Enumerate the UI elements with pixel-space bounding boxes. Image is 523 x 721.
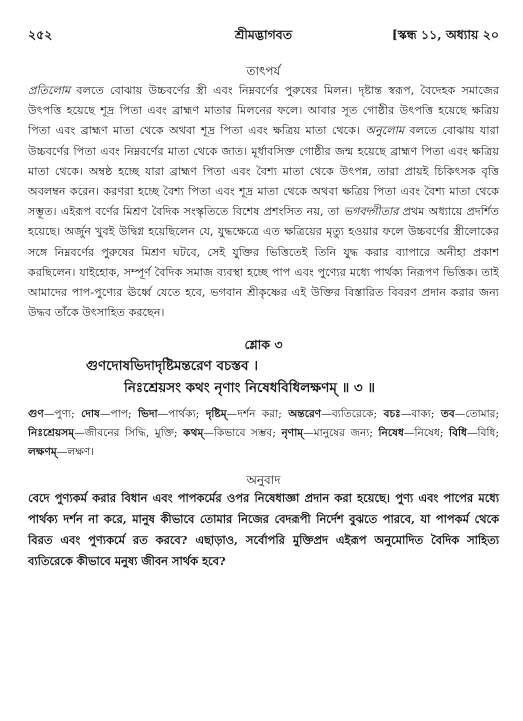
synonym-meaning: পাপ — [110, 408, 128, 421]
term-gita: ভগবদ্গীতার — [343, 205, 399, 219]
synonym-meaning: ব্যতিরেকে — [331, 408, 374, 421]
synonym-meaning: পুণ্য — [54, 408, 72, 421]
shloka-label: শ্লোক ৩ — [244, 337, 283, 353]
synonym-entry: নিষেধ—নিষেধ; — [378, 427, 450, 440]
term-anuloma: অনুলোম — [365, 124, 405, 138]
book-title: শ্রীমদ্ভাগবত — [234, 27, 293, 42]
synonym-entry: নৃণাম্—মানুষের জন্য; — [281, 427, 379, 440]
synonym-entry: নিঃশ্রেয়সম্—জীবনের সিদ্ধি, মুক্তি; — [28, 427, 184, 440]
synonym-meaning: বাক্য — [411, 408, 431, 421]
synonym-entry: দৃষ্টিম্—দর্শন করা; — [205, 408, 289, 421]
synonym-entry: বিধি—বিধি; — [449, 427, 500, 440]
synonym-word: নিঃশ্রেয়সম্ — [28, 427, 75, 440]
translation-paragraph: বেদে পুণ্যকর্ম করার বিধান এবং পাপকর্মের ওপর নিষেধাজ্ঞা প্রদান করা হয়েছে। পুণ্য এবং পাপের মধ্যে পার্থক্য দর্শন না করে, মানুষ কীভাবে তোমার নিজের বেদরূপী নির্দেশ বুঝতে পারবে, যা পাপকর্ম থেকে বিরত এবং পুণ্যকর্মে রত করবে? এছাড়াও, সর্বোপরি মুক্তিপ্রদ এইরূপ অনুমোদিত বৈদিক সাহিত্য ব্যতিরেকে কীভাবে মনুষ্য জীবন সার্থক হবে? — [28, 491, 499, 569]
purport-heading: তাৎপর্য — [246, 64, 281, 78]
synonym-meaning: মানুষের জন্য — [313, 427, 370, 440]
synonym-word: বিধি — [449, 427, 467, 440]
synonym-meaning: নিষেধ — [414, 427, 440, 440]
synonym-meaning: বিধি — [477, 427, 496, 440]
synonym-word: নিষেধ — [378, 427, 404, 440]
synonym-word: কথম্ — [183, 427, 204, 440]
page-header — [28, 27, 499, 49]
synonym-word: ভিদা — [138, 408, 158, 421]
verse-line-2: নিঃশ্রেয়সং কথং নৃণাং নিষেধবিধিলক্ষণম্ ॥ ৩ ॥ — [124, 380, 376, 397]
page-number: ২৫২ — [28, 27, 53, 42]
word-for-word-synonyms — [28, 405, 499, 462]
synonym-entry: অন্তরেণ—ব্যতিরেকে; — [288, 408, 384, 421]
synonym-meaning: দর্শন করা — [237, 408, 279, 421]
synonym-meaning: তোমার — [465, 408, 496, 421]
chapter-reference: [স্কন্ধ ১১, অধ্যায় ২০ — [391, 27, 499, 42]
synonym-entry: বচঃ—বাক্য; — [383, 408, 441, 421]
purport-part-1: বলতে বোঝায় উচ্চবর্ণের স্ত্রী এবং নিম্নবর্ণের পুরুষের মিলন। দৃষ্টান্ত স্বরূপ, বৈদেহক সমাজের উৎপত্তি হয়েছে শূদ্র পিতা এবং ব্রাহ্মণ মাতার মিলনের ফলে। আবার সূত গোষ্ঠীর উৎপত্তি হয়েছে ক্ষত্রিয় পিতা এবং ব্রাহ্মণ মাতা থেকে অথবা শূদ্র পিতা এবং ক্ষত্রিয় মাতা থেকে। — [28, 84, 499, 138]
synonym-entry: তব—তোমার; — [440, 408, 500, 421]
term-pratiloma: প্রতিলোম — [28, 84, 71, 97]
synonym-word: গুণ — [28, 408, 44, 421]
purport-part-2: বলতে বোঝায় যারা উচ্চবর্ণের পিতা এবং নিম্নবর্ণের মাতা থেকে জাত। মূর্ধাবসিক্ত গোষ্ঠীর জন্ম হয়েছে ব্রাহ্মণ পিতা এবং ক্ষত্রিয় মাতা থেকে। অম্বষ্ঠ হচ্ছে যারা ব্রাহ্মণ পিতা এবং বৈশ্য মাতা থেকে উৎপন্ন, তারা প্রায়ই চিকিৎসক বৃত্তি অবলম্বন করেন। করণরা হচ্ছে বৈশ্য পিতা এবং শূদ্র মাতা থেকে অথবা ক্ষত্রিয় পিতা এবং বৈশ্য মাতা থেকে সম্ভূত। এইরূপ বর্ণের মিশ্রণ বৈদিক সংস্কৃতিতে বিশেষ প্রশংসিত নয়, তা — [28, 124, 500, 219]
synonym-meaning: জীবনের সিদ্ধি, মুক্তি — [84, 427, 175, 440]
translation-text — [28, 488, 499, 572]
synonym-word: দৃষ্টিম্ — [205, 408, 227, 421]
synonym-entry: দোষ—পাপ; — [81, 408, 139, 421]
purport-text — [28, 81, 499, 323]
synonym-entry: লক্ষণম্—লক্ষণ। — [28, 446, 95, 459]
purport-part-3: প্রথম অধ্যায়ে প্রদর্শিত হয়েছে। অর্জুন খুবই উদ্বিগ্ন হয়েছিলেন যে, যুদ্ধক্ষেত্রে এত ক্ষত্রিয়ের মৃত্যু হওয়ার ফলে উচ্চবর্ণের স্ত্রীলোকের সঙ্গে নিম্নবর্ণের পুরুষের মিশ্রণ ঘটবে, সেই যুক্তির ভিত্তিতেই তিনি যুদ্ধ করার ব্যাপারে অনীহা প্রকাশ করছিলেন। যাইহোক, সম্পূর্ণ বৈদিক সমাজ ব্যবস্থা হচ্ছে পাপ এবং পুণ্যের মধ্যে পার্থক্য নিরূপণ ভিত্তিক। তাই আমাদের পাপ-পুণ্যের ঊর্ধ্বে যেতে হবে, ভগবান শ্রীকৃষ্ণের এই উক্তির বিস্তারিত বিবরণ প্রদান করার জন্য উদ্ধব তাঁকে উৎসাহিত করছেন। — [28, 205, 499, 320]
translation-heading: অনুবাদ — [246, 473, 281, 488]
synonym-entry: কথম্—কিভাবে সম্ভব; — [183, 427, 282, 440]
synonym-word: তব — [440, 408, 455, 421]
synonym-word: অন্তরেণ — [288, 408, 322, 421]
synonym-meaning: পার্থক্য — [168, 408, 196, 421]
synonym-word: বচঃ — [383, 408, 401, 421]
verse-line-1: গুণদোষভিদাদৃষ্টিমন্তরেণ বচস্তব । — [86, 358, 259, 375]
synonym-meaning: কিভাবে সম্ভব — [213, 427, 273, 440]
synonym-meaning: লক্ষণ। — [67, 446, 95, 459]
sanskrit-verse — [28, 355, 499, 399]
synonym-entry: ভিদা—পার্থক্য; — [138, 408, 206, 421]
synonym-word: লক্ষণম্ — [28, 446, 57, 459]
synonym-entry: গুণ—পুণ্য; — [28, 408, 82, 421]
synonym-word: নৃণাম্ — [281, 427, 304, 440]
synonym-word: দোষ — [81, 408, 100, 421]
